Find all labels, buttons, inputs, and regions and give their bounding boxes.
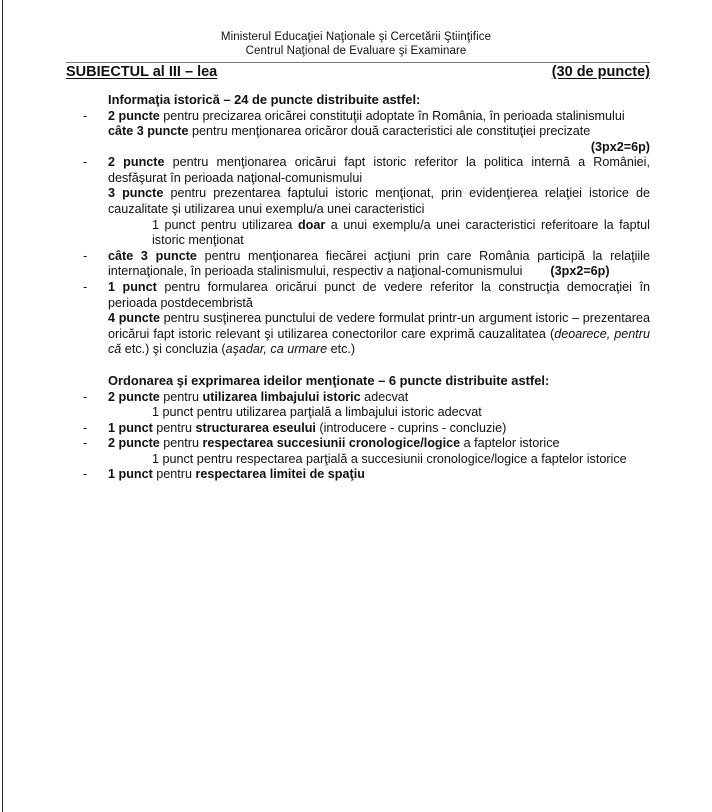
list-item [108,311,650,358]
bullet-dash: - [83,436,88,451]
list-item [83,436,650,452]
item-text: pentru [159,436,203,451]
item-points: câte 3 puncte [108,124,189,139]
subject-title: SUBIECTUL al III – lea [66,64,218,80]
item-text: pentru menţionarea oricăror două caracteristici ale constituţiei precizate [188,124,591,139]
list-item [83,248,650,280]
item-text: pentru precizarea oricărei constituţii adoptate în România, în perioada stalinismului [159,108,625,123]
bullet-dash: - [83,467,88,482]
item-text-italic: deoarece, pentru că [108,326,651,357]
sub-clause-emphasis: doar [297,217,326,232]
list-item [83,108,650,125]
item-emphasis: respectarea succesiunii cronologice/logice [202,436,461,451]
header-divider [66,62,650,63]
item-points: 2 puncte [108,155,165,170]
list-item [83,155,650,186]
item-emphasis: utilizarea limbajului istoric [202,389,361,404]
item-text-2: etc.) şi concluzia ( [121,342,226,357]
item-text: pentru [152,467,196,482]
item-text: pentru prezentarea faptului istoric menţionat, prin evidenţierea relaţiei istorice de cauzalitate şi utilizarea unui exemplu/a unei caracteristici [108,186,650,217]
document-header [0,0,712,58]
item-points: 3 puncte [108,186,164,201]
bullet-dash: - [83,280,88,295]
item-text-tail: adecvat [360,389,409,404]
sub-clause-text: 1 punct pentru utilizarea parţială a limbajului istoric adecvat [152,405,482,420]
item-text: pentru susţinerea punctului de vedere formulat printr-un argument istoric – prezentarea oricărui fapt istoric relevant şi utilizarea conectorilor care exprimă cauzalitatea ( [108,311,650,341]
item-text-tail: a faptelor istorice [460,436,560,451]
item-emphasis: respectarea limitei de spaţiu [195,467,365,482]
list-item [83,420,650,437]
bullet-dash: - [83,389,88,404]
bullet-dash: - [83,108,88,123]
subject-points: (30 de puncte) [551,64,650,80]
item-points: 4 puncte [108,311,160,326]
item-text-3: etc.) [327,342,356,357]
section-gap [0,358,712,373]
item-emphasis: structurarea eseului [195,420,316,435]
list-item [83,467,650,483]
item-text: pentru formularea oricărui punct de vedere referitor la construcţia democraţiei în perioada postdecembristă [108,280,650,310]
item-points: 1 punct [108,280,157,295]
item-text: pentru [152,420,196,435]
item-points: 2 puncte [108,389,160,404]
list-item [83,280,650,311]
item-text-italic-2: aşadar, ca urmare [225,342,328,357]
item-text-tail: (introducere - cuprins - concluzie) [315,420,507,435]
item-points: 1 punct [108,467,153,482]
sub-clause [152,452,650,468]
list-item [108,124,650,155]
sub-clause-text: 1 punct pentru utilizarea [152,217,298,232]
points-marker: (3px2=6p) [590,139,650,154]
item-text: pentru [159,389,203,404]
document-body [0,92,712,483]
ministry-line: Ministerul Educaţiei Naţionale şi Cercetării Ştiinţifice [220,31,492,43]
sub-clause [152,405,650,421]
bullet-dash: - [83,248,88,263]
section-heading-ordonarea: Ordonarea şi exprimarea ideilor menţionate – 6 puncte distribuite astfel: [108,373,550,388]
sub-clause-text: 1 punct pentru respectarea parţială a succesiunii cronologice/logice a faptelor istorice [152,451,627,466]
bullet-dash: - [83,155,88,170]
item-points: 2 puncte [108,436,160,451]
item-points: 1 punct [108,420,153,435]
bullet-dash: - [83,420,88,435]
sub-clause [152,218,650,249]
list-item [108,186,650,217]
item-points: 2 puncte [108,108,160,123]
points-marker: (3px2=6p) [550,264,610,279]
item-text: pentru menţionarea fiecărei acţiuni prin care România participă la relaţiile internaţionale, în perioada stalinismului, respectiv a naţional-comunismului [108,248,650,279]
item-text: pentru menţionarea oricărui fapt istoric referitor la politica internă a României, desfăşurat în perioada naţional-comunismului [108,155,650,185]
item-points: câte 3 puncte [108,248,197,263]
subject-title-row [66,64,650,80]
sub-clause-text-tail: a unui exemplu/a unei caracteristici referitoare la faptul istoric menţionat [152,217,650,248]
center-line: Centrul Naţional de Evaluare şi Examinare [245,45,467,57]
section-heading-informatia: Informaţia istorică – 24 de puncte distribuite astfel: [108,92,421,107]
list-item [83,389,650,406]
